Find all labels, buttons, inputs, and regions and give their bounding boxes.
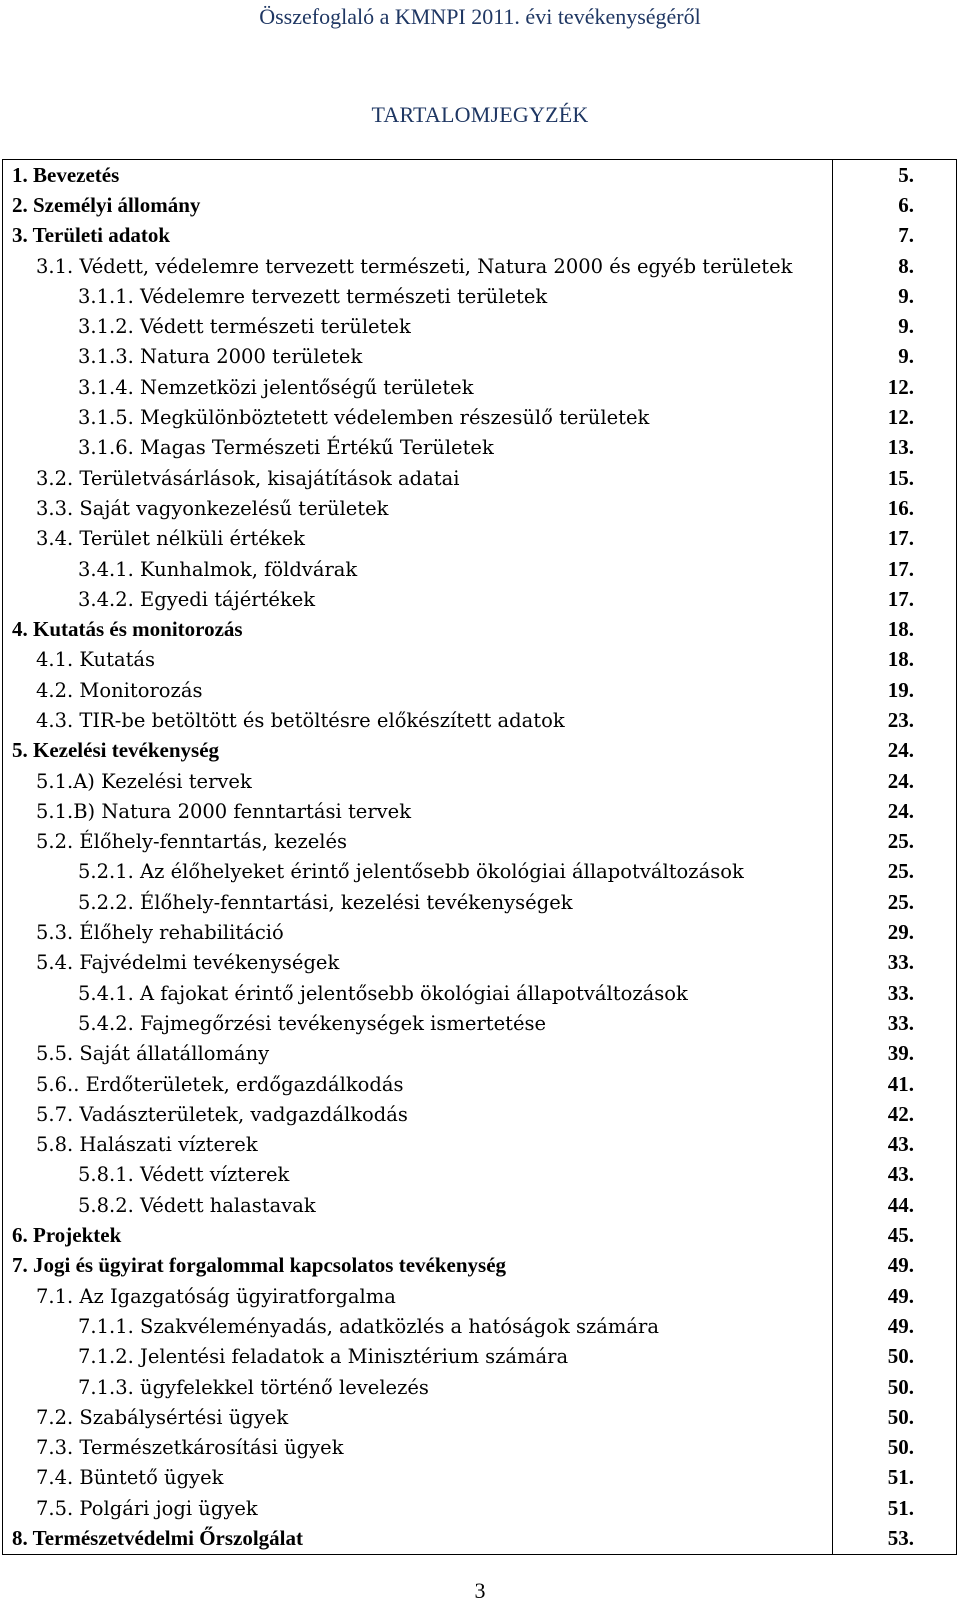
toc-entry-cell bbox=[3, 311, 833, 341]
toc-entry-cell bbox=[3, 190, 833, 220]
toc-page-number: 6. bbox=[898, 192, 914, 217]
toc-page-number: 33. bbox=[887, 950, 914, 975]
toc-page-number: 24. bbox=[887, 798, 914, 823]
toc-entry-cell bbox=[3, 1251, 833, 1281]
toc-page-number: 25. bbox=[887, 889, 914, 914]
toc-entry-text: 5.6.. Erdőterületek, erdőgazdálkodás bbox=[36, 1072, 404, 1096]
toc-entry-text: 7.2. Szabálysértési ügyek bbox=[36, 1405, 289, 1429]
toc-entry-cell bbox=[3, 1099, 833, 1129]
toc-row[interactable] bbox=[3, 766, 956, 796]
toc-entry-cell bbox=[3, 887, 833, 917]
toc-entry-text: 5.2. Élőhely-fenntartás, kezelés bbox=[36, 830, 348, 854]
toc-row[interactable] bbox=[3, 917, 956, 947]
toc-entry-cell bbox=[3, 1008, 833, 1038]
toc-page-number: 17. bbox=[887, 586, 914, 611]
toc-row[interactable] bbox=[3, 463, 956, 493]
toc-entry-cell bbox=[3, 1523, 833, 1553]
toc-row[interactable] bbox=[3, 1220, 956, 1250]
toc-entry-text: 3.4. Terület nélküli értékek bbox=[36, 527, 305, 551]
toc-entry-text: 3. Területi adatok bbox=[12, 223, 171, 248]
toc-page-number: 44. bbox=[887, 1192, 914, 1217]
toc-entry-cell bbox=[3, 736, 833, 766]
toc-title: TARTALOMJEGYZÉK bbox=[371, 102, 589, 127]
toc-entry-cell bbox=[3, 1432, 833, 1462]
toc-entry-cell bbox=[3, 1311, 833, 1341]
toc-row[interactable] bbox=[3, 948, 956, 978]
toc-entry-text: 4.3. TIR-be betöltött és betöltésre előkészített adatok bbox=[36, 708, 565, 732]
toc-entry-cell bbox=[3, 1493, 833, 1523]
toc-entry-text: 5.5. Saját állatállomány bbox=[36, 1042, 270, 1066]
toc-entry-cell bbox=[3, 827, 833, 857]
toc-entry-text: 5.8.2. Védett halastavak bbox=[78, 1193, 316, 1217]
toc-page-number: 43. bbox=[887, 1132, 914, 1157]
toc-page-number: 24. bbox=[887, 768, 914, 793]
toc-row[interactable] bbox=[3, 251, 956, 281]
toc-page-number: 5. bbox=[898, 162, 914, 187]
toc-entry-text: 3.3. Saját vagyonkezelésű területek bbox=[36, 496, 389, 520]
toc-entry-cell bbox=[3, 584, 833, 614]
toc-page-number: 13. bbox=[887, 435, 914, 460]
toc-entry-cell bbox=[3, 372, 833, 402]
toc-page-number: 50. bbox=[887, 1404, 914, 1429]
toc-entry-text: 7.1.3. ügyfelekkel történő levelezés bbox=[78, 1375, 429, 1399]
toc-entry-cell bbox=[3, 917, 833, 947]
toc-page-number: 33. bbox=[887, 980, 914, 1005]
toc-row[interactable] bbox=[3, 372, 956, 402]
toc-entry-text: 5.2.1. Az élőhelyeket érintő jelentősebb ökológiai állapotváltozások bbox=[78, 860, 744, 884]
toc-entry-cell bbox=[3, 705, 833, 735]
toc-row[interactable] bbox=[3, 402, 956, 432]
toc-page-number: 17. bbox=[887, 526, 914, 551]
toc-page-number: 39. bbox=[887, 1041, 914, 1066]
toc-entry-text: 5.1.A) Kezelési tervek bbox=[36, 769, 252, 793]
toc-entry-cell bbox=[3, 281, 833, 311]
toc-row[interactable] bbox=[3, 493, 956, 523]
toc-page-number: 49. bbox=[887, 1313, 914, 1338]
toc-entry-cell bbox=[3, 978, 833, 1008]
toc-entry-cell bbox=[3, 1039, 833, 1069]
toc-page-number: 51. bbox=[887, 1495, 914, 1520]
toc-entry-cell bbox=[3, 1220, 833, 1250]
toc-row[interactable] bbox=[3, 221, 956, 251]
toc-page-number: 41. bbox=[887, 1071, 914, 1096]
toc-entry-text: 3.1.1. Védelemre tervezett természeti területek bbox=[78, 284, 548, 308]
toc-row[interactable] bbox=[3, 1463, 956, 1493]
toc-row[interactable] bbox=[3, 1432, 956, 1462]
toc-page-number: 12. bbox=[887, 374, 914, 399]
toc-entry-text: 7.1.2. Jelentési feladatok a Minisztérium számára bbox=[78, 1345, 569, 1369]
toc-row[interactable] bbox=[3, 281, 956, 311]
toc-entry-text: 4.1. Kutatás bbox=[36, 648, 156, 672]
toc-entry-cell bbox=[3, 675, 833, 705]
toc-page-number: 49. bbox=[887, 1283, 914, 1308]
toc-entry-text: 5.1.B) Natura 2000 fenntartási tervek bbox=[36, 799, 412, 823]
toc-row[interactable] bbox=[3, 1039, 956, 1069]
toc-entry-text: 7.1. Az Igazgatóság ügyiratforgalma bbox=[36, 1284, 396, 1308]
toc-entry-text: 5.4.1. A fajokat érintő jelentősebb ökológiai állapotváltozások bbox=[78, 981, 688, 1005]
toc-row[interactable] bbox=[3, 1160, 956, 1190]
toc-row[interactable] bbox=[3, 584, 956, 614]
toc-entry-text: 2. Személyi állomány bbox=[12, 192, 201, 217]
toc-entry-text: 5.7. Vadászterületek, vadgazdálkodás bbox=[36, 1102, 408, 1126]
toc-page-number: 19. bbox=[887, 677, 914, 702]
toc-page-number: 33. bbox=[887, 1010, 914, 1035]
toc-entry-text: 7.1.1. Szakvéleményadás, adatközlés a hatóságok számára bbox=[78, 1314, 659, 1338]
toc-page-number: 25. bbox=[887, 829, 914, 854]
toc-entry-cell bbox=[3, 342, 833, 372]
toc-row[interactable] bbox=[3, 1130, 956, 1160]
toc-entry-text: 5.8.1. Védett vízterek bbox=[78, 1163, 290, 1187]
toc-entry-cell bbox=[3, 1372, 833, 1402]
toc-page-number: 25. bbox=[887, 859, 914, 884]
toc-row[interactable] bbox=[3, 614, 956, 644]
toc-entry-cell bbox=[3, 251, 833, 281]
toc-entry-text: 3.1.5. Megkülönböztetett védelemben részesülő területek bbox=[78, 406, 650, 430]
toc-page-number: 18. bbox=[887, 647, 914, 672]
toc-entry-text: 5.3. Élőhely rehabilitáció bbox=[36, 921, 284, 945]
page-number: 3 bbox=[474, 1578, 486, 1603]
toc-entry-text: 3.4.2. Egyedi tájértékek bbox=[78, 587, 316, 611]
toc-page-number: 8. bbox=[898, 253, 914, 278]
toc-entry-text: 7.3. Természetkárosítási ügyek bbox=[36, 1436, 344, 1460]
toc-row[interactable] bbox=[3, 1402, 956, 1432]
toc-page-number: 9. bbox=[898, 344, 914, 369]
toc-entry-text: 3.1. Védett, védelemre tervezett természeti, Natura 2000 és egyéb területek bbox=[36, 254, 793, 278]
toc-page-number: 9. bbox=[898, 283, 914, 308]
toc-row[interactable] bbox=[3, 1069, 956, 1099]
toc-page-number: 24. bbox=[887, 738, 914, 763]
toc-entry-cell bbox=[3, 1281, 833, 1311]
toc-row[interactable] bbox=[3, 433, 956, 463]
toc-entry-cell bbox=[3, 857, 833, 887]
toc-row[interactable] bbox=[3, 978, 956, 1008]
toc-page-number: 49. bbox=[887, 1253, 914, 1278]
toc-entry-cell bbox=[3, 221, 833, 251]
toc-entry-cell bbox=[3, 766, 833, 796]
toc-page-number: 53. bbox=[887, 1526, 914, 1550]
toc-entry-text: 3.1.2. Védett természeti területek bbox=[78, 315, 411, 339]
toc-row[interactable] bbox=[3, 1251, 956, 1281]
toc-row[interactable] bbox=[3, 524, 956, 554]
toc-row[interactable] bbox=[3, 1342, 956, 1372]
toc-row[interactable] bbox=[3, 1311, 956, 1341]
toc-entry-cell bbox=[3, 1402, 833, 1432]
toc-row[interactable] bbox=[3, 311, 956, 341]
toc-table bbox=[2, 159, 957, 1555]
toc-entry-text: 7.5. Polgári jogi ügyek bbox=[36, 1496, 258, 1520]
toc-row[interactable] bbox=[3, 342, 956, 372]
toc-entry-text: 3.4.1. Kunhalmok, földvárak bbox=[78, 557, 358, 581]
toc-page-number: 23. bbox=[887, 707, 914, 732]
toc-entry-cell bbox=[3, 402, 833, 432]
toc-row[interactable] bbox=[3, 887, 956, 917]
toc-page-number: 7. bbox=[898, 223, 914, 248]
toc-entry-text: 1. Bevezetés bbox=[12, 162, 120, 187]
toc-page-number: 12. bbox=[887, 405, 914, 430]
toc-row[interactable] bbox=[3, 1493, 956, 1523]
toc-entry-cell bbox=[3, 1069, 833, 1099]
toc-row[interactable] bbox=[3, 1372, 956, 1402]
toc-page-number: 50. bbox=[887, 1344, 914, 1369]
toc-row[interactable] bbox=[3, 857, 956, 887]
toc-entry-cell bbox=[3, 1130, 833, 1160]
toc-entry-text: 3.2. Területvásárlások, kisajátítások adatai bbox=[36, 466, 460, 490]
toc-row[interactable] bbox=[3, 190, 956, 220]
toc-entry-text: 6. Projektek bbox=[12, 1223, 122, 1248]
toc-row[interactable] bbox=[3, 705, 956, 735]
toc-row[interactable] bbox=[3, 554, 956, 584]
toc-entry-text: 5.4. Fajvédelmi tevékenységek bbox=[36, 951, 340, 975]
toc-row[interactable] bbox=[3, 1099, 956, 1129]
toc-page-number: 50. bbox=[887, 1435, 914, 1460]
toc-entry-text: 3.1.3. Natura 2000 területek bbox=[78, 345, 363, 369]
toc-entry-cell bbox=[3, 1463, 833, 1493]
toc-entry-cell bbox=[3, 463, 833, 493]
toc-entry-text: 3.1.4. Nemzetközi jelentőségű területek bbox=[78, 375, 474, 399]
toc-entry-cell bbox=[3, 1342, 833, 1372]
toc-row[interactable] bbox=[3, 827, 956, 857]
toc-entry-text: 4. Kutatás és monitorozás bbox=[12, 617, 243, 642]
running-header: Összefoglaló a KMNPI 2011. évi tevékenységéről bbox=[259, 4, 701, 29]
toc-entry-cell bbox=[3, 493, 833, 523]
toc-row[interactable] bbox=[3, 736, 956, 766]
toc-entry-text: 7.4. Büntető ügyek bbox=[36, 1466, 224, 1490]
toc-row[interactable] bbox=[3, 160, 956, 190]
toc-entry-cell bbox=[3, 1160, 833, 1190]
toc-page-number: 51. bbox=[887, 1465, 914, 1490]
toc-entry-cell bbox=[3, 948, 833, 978]
toc-page-number: 50. bbox=[887, 1374, 914, 1399]
toc-row[interactable] bbox=[3, 1190, 956, 1220]
toc-page-number: 42. bbox=[887, 1101, 914, 1126]
toc-entry-cell bbox=[3, 433, 833, 463]
toc-entry-text: 8. Természetvédelmi Őrszolgálat bbox=[12, 1526, 304, 1550]
toc-entry-cell bbox=[3, 614, 833, 644]
toc-page-number: 18. bbox=[887, 617, 914, 642]
toc-row[interactable] bbox=[3, 645, 956, 675]
toc-entry-text: 4.2. Monitorozás bbox=[36, 678, 203, 702]
toc-entry-cell bbox=[3, 1190, 833, 1220]
toc-entry-cell bbox=[3, 554, 833, 584]
toc-row[interactable] bbox=[3, 1008, 956, 1038]
toc-entry-text: 5.8. Halászati vízterek bbox=[36, 1133, 258, 1157]
toc-page-number: 29. bbox=[887, 920, 914, 945]
toc-row[interactable] bbox=[3, 675, 956, 705]
toc-page-number: 45. bbox=[887, 1223, 914, 1248]
toc-entry-text: 3.1.6. Magas Természeti Értékű Területek bbox=[78, 436, 494, 460]
toc-entry-text: 5.4.2. Fajmegőrzési tevékenységek ismertetése bbox=[78, 1011, 547, 1035]
toc-row[interactable] bbox=[3, 1281, 956, 1311]
toc-page-number: 16. bbox=[887, 495, 914, 520]
toc-entry-cell bbox=[3, 645, 833, 675]
toc-page-number: 9. bbox=[898, 314, 914, 339]
toc-entry-text: 5. Kezelési tevékenység bbox=[12, 738, 220, 763]
toc-page-number: 17. bbox=[887, 556, 914, 581]
toc-row[interactable] bbox=[3, 1523, 956, 1553]
toc-row[interactable] bbox=[3, 796, 956, 826]
toc-page-number: 43. bbox=[887, 1162, 914, 1187]
toc-entry-text: 7. Jogi és ügyirat forgalommal kapcsolatos tevékenység bbox=[12, 1253, 507, 1278]
toc-entry-cell bbox=[3, 796, 833, 826]
toc-page-number: 15. bbox=[887, 465, 914, 490]
toc-entry-text: 5.2.2. Élőhely-fenntartási, kezelési tevékenységek bbox=[78, 890, 573, 914]
toc-entry-cell bbox=[3, 160, 833, 190]
toc-entry-cell bbox=[3, 524, 833, 554]
